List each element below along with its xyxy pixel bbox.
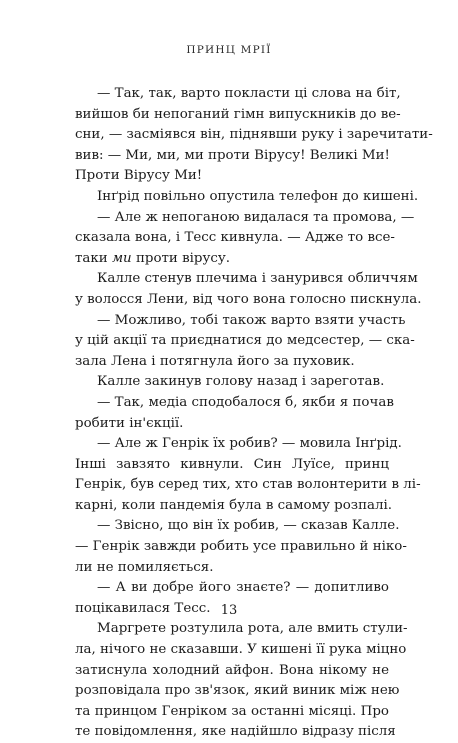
text-line: Генрік, був серед тих, хто став волонтерити в лі-: [75, 477, 421, 493]
running-title: ПРИНЦ МРІЇ: [186, 44, 272, 56]
body-text: [75, 84, 433, 743]
text-line: ли не помиляється.: [75, 559, 214, 575]
text-line: — Так, медіа сподобалося б, якби я почав: [97, 394, 394, 410]
text-line: сни, — засміявся він, піднявши руку і заречитати-: [75, 127, 433, 143]
text-line: вив: — Ми, ми, ми проти Вірусу! Великі Ми!: [75, 147, 390, 163]
text-line: робити ін'єкції.: [75, 415, 184, 431]
text-line: ла, нічого не сказавши. У кишені її рука міцно: [75, 642, 407, 658]
text-line: Калле закинув голову назад і зареготав.: [97, 374, 385, 390]
text-line: поцікавилася Тесс.: [75, 600, 211, 616]
text-line: — Так, так, варто покласти ці слова на біт,: [97, 86, 401, 101]
text-line: Інґрід повільно опустила телефон до кишені.: [97, 188, 419, 204]
text-line: розповідала про зв'язок, який виник між нею: [75, 683, 400, 699]
text-line: — Звісно, що він їх робив, — сказав Калле.: [97, 518, 400, 534]
page-number: 13: [220, 603, 238, 618]
text-line: у цій акції та приєднатися до медсестер, — ска-: [75, 333, 415, 349]
text-line: зала Лена і потягнула його за пуховик.: [75, 353, 355, 369]
text-line: затиснула холодний айфон. Вона нікому не: [75, 662, 389, 678]
text-line: у волосся Лени, від чого вона голосно пискнула.: [75, 291, 422, 307]
text-line: — Генрік завжди робить усе правильно й ніко-: [75, 539, 407, 555]
text-line: Маргрете розтулила рота, але вмить стули-: [97, 621, 408, 637]
text-line: та принцом Генріком за останні місяці. Про: [75, 703, 389, 719]
text-line: Інші завзято кивнули. Син Луїсе, принц: [75, 456, 389, 472]
text-line: карні, коли пандемія була в самому розпалі.: [75, 497, 393, 513]
emphasis: ми: [111, 250, 132, 266]
text-line: — Можливо, тобі також варто взяти участь: [97, 312, 406, 328]
text-line: — Але ж Генрік їх робив? — мовила Інґрід.: [97, 436, 402, 452]
text-line: те повідомлення, яке надійшло відразу після: [75, 724, 396, 740]
text-line: — А ви добре його знаєте? — допитливо: [97, 580, 389, 596]
text-line: — Але ж непоганою видалася та промова, —: [97, 209, 415, 225]
text-line: таки ми проти вірусу.: [75, 250, 230, 266]
text-line: Проти Вірусу Ми!: [75, 168, 203, 184]
text-line: вийшов би непоганий гімн випускників до ве-: [75, 106, 401, 122]
text-line: сказала вона, і Тесс кивнула. — Адже то все-: [75, 230, 395, 246]
text-line: Калле стенув плечима і занурився обличчям: [97, 271, 418, 287]
